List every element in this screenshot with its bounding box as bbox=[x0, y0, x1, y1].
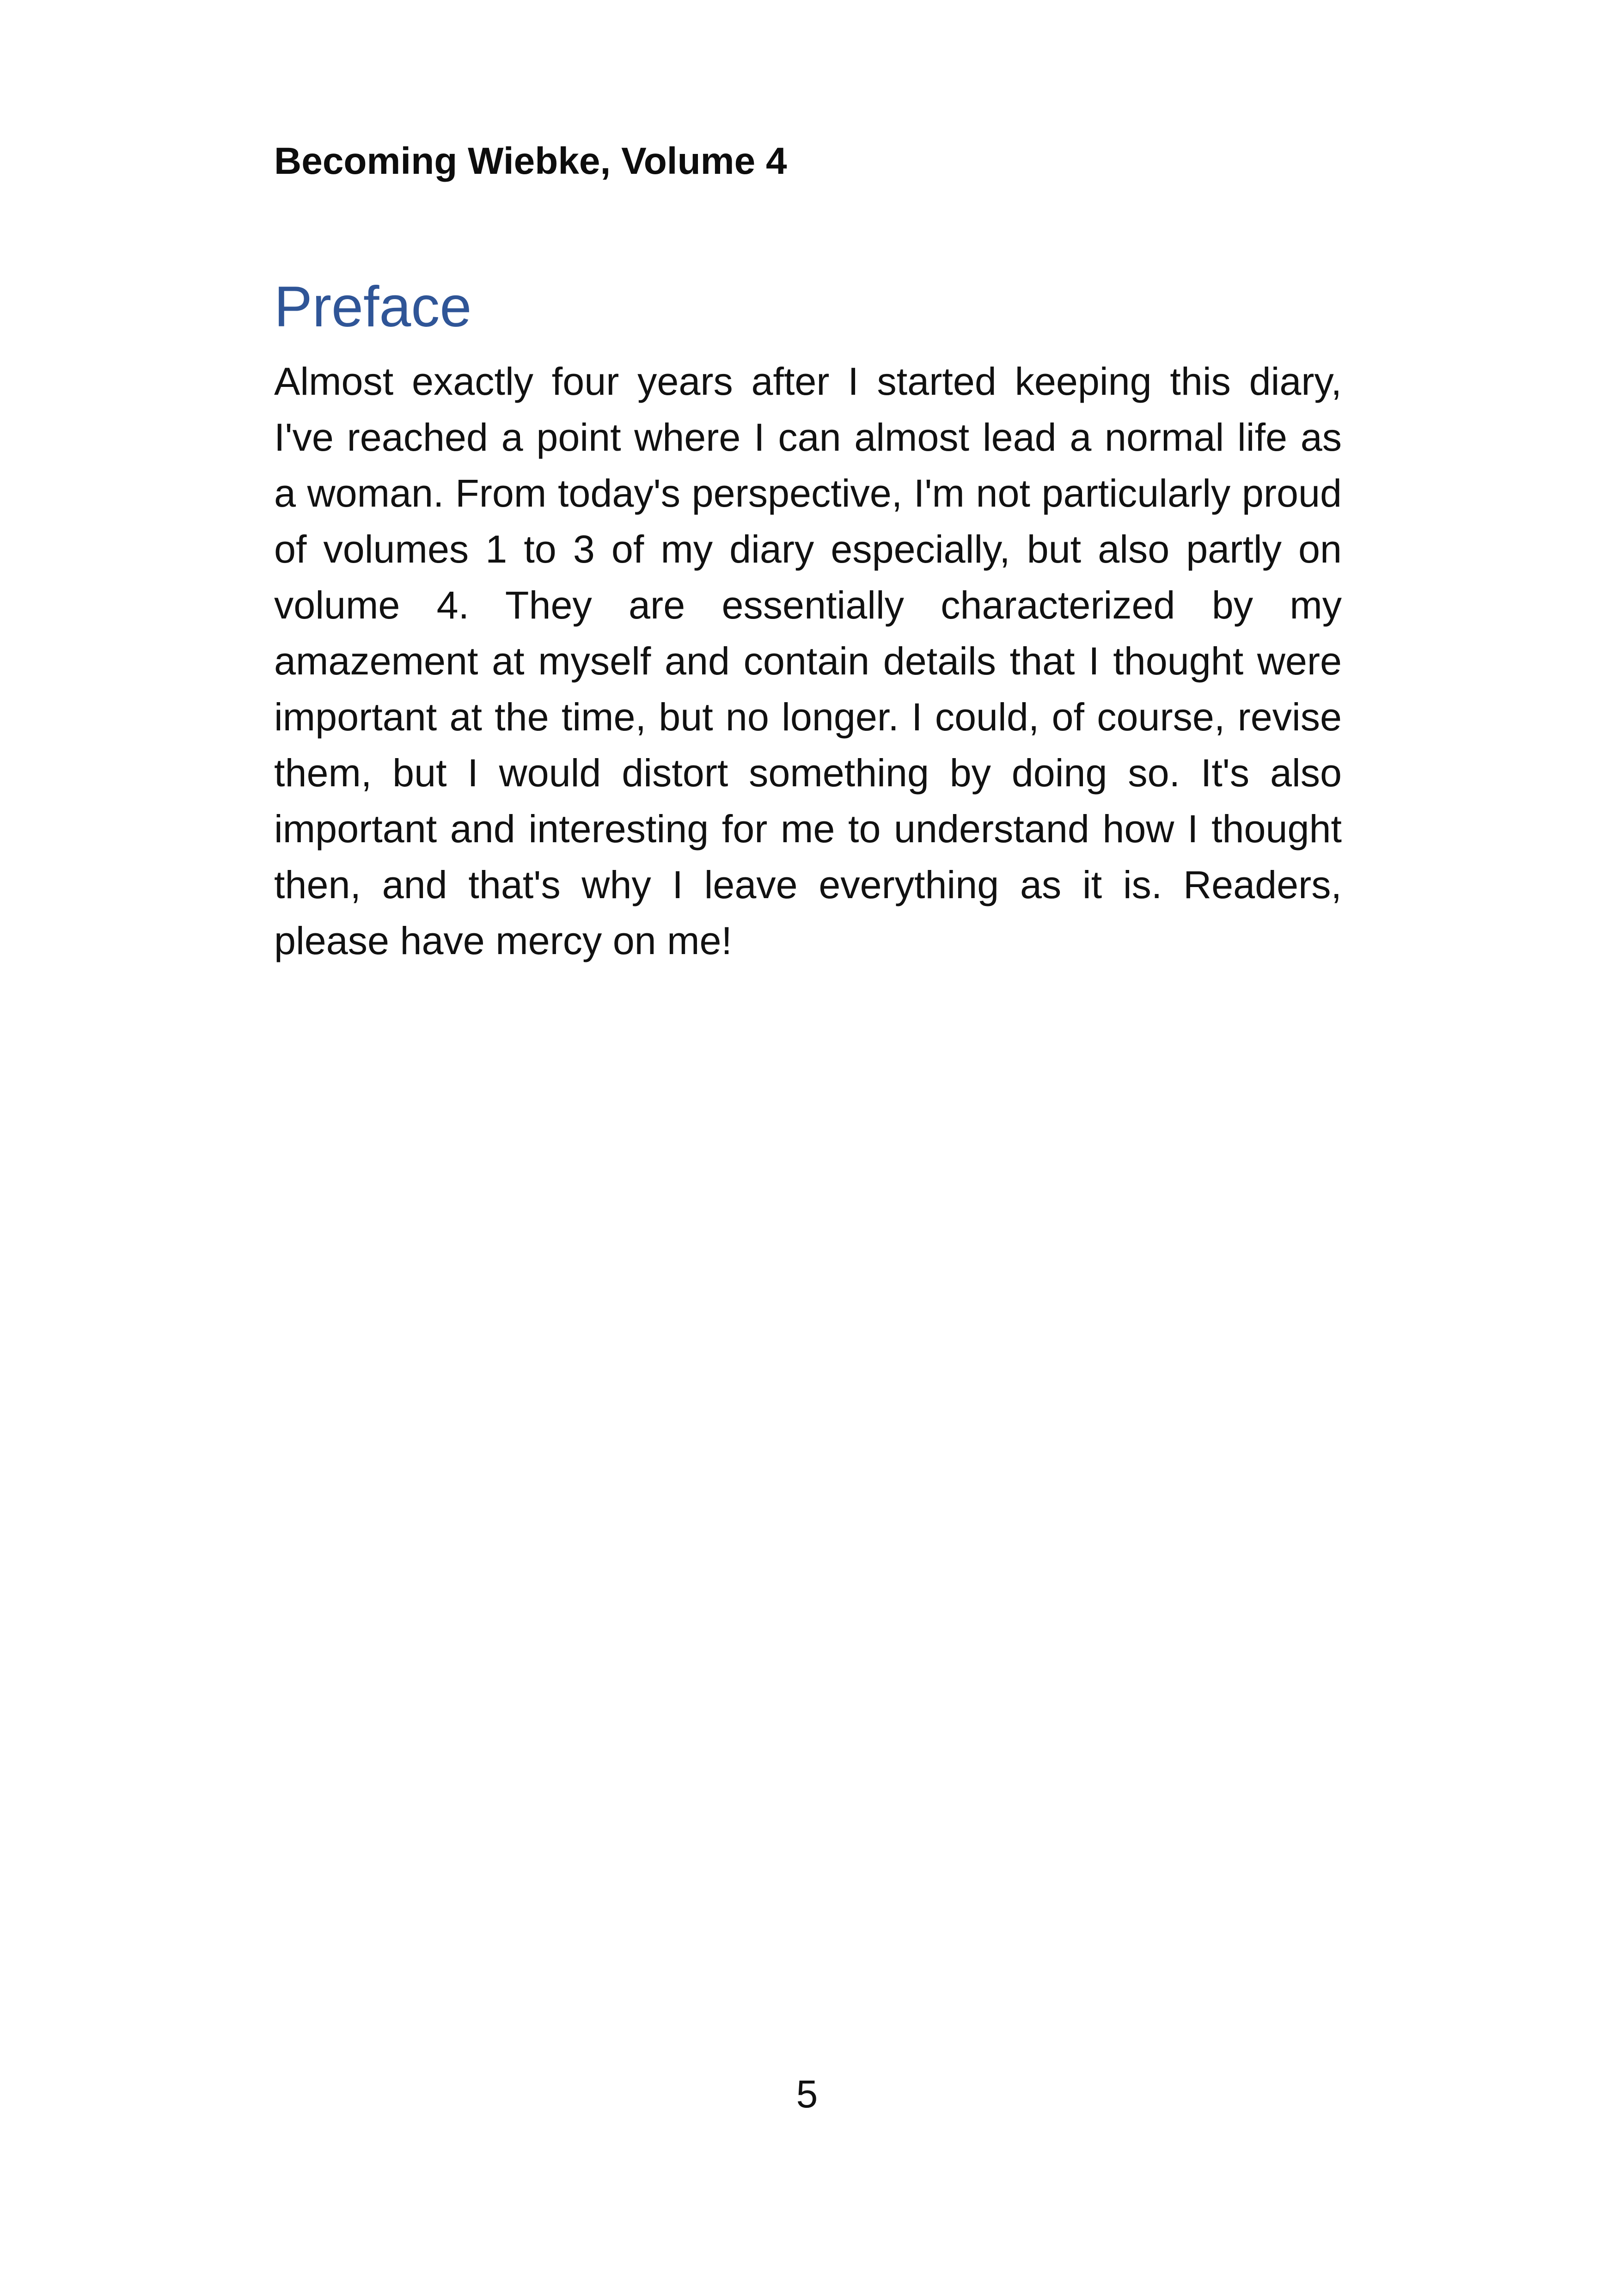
page-number: 5 bbox=[796, 2072, 818, 2116]
body-paragraph: Almost exactly four years after I started keeping this diary, I've reached a point where I can almost lead a normal life as a woman. From today's perspective, I'm not particularly proud of volumes 1 to 3 of my diary especially, but also partly on volume 4. They are essentially characterized by my amazement at myself and contain details that I thought were important at the time, but no longer. I could, of course, revise them, but I would distort something by doing so. It's also important and interesting for me to understand how I thought then, and that's why I leave everything as it is. Readers, please have mercy on me! bbox=[274, 360, 1342, 962]
running-header: Becoming Wiebke, Volume 4 bbox=[274, 140, 787, 182]
section-heading: Preface bbox=[274, 275, 472, 339]
